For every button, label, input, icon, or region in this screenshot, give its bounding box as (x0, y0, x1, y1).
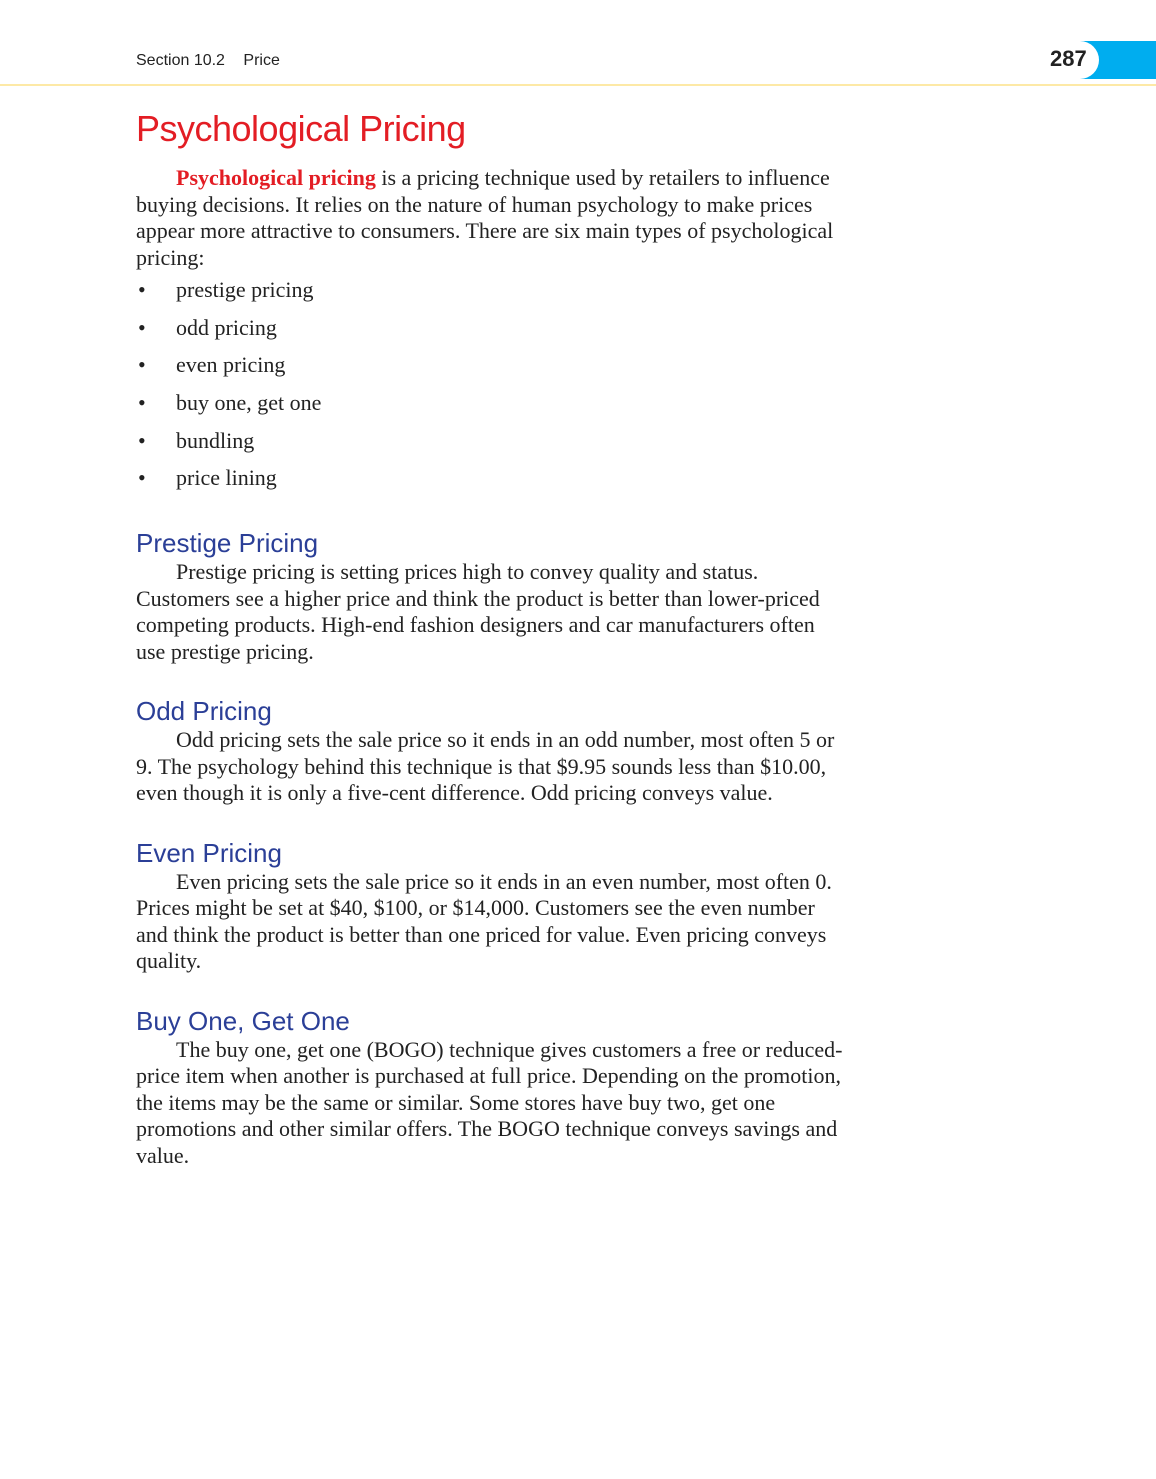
section-body: Odd pricing sets the sale price so it ends in an odd number, most often 5 or 9. The psychology behind this technique is that $9.95 sounds less than $10.00, even though it is only a five-cent difference. Odd pricing conveys value. (136, 727, 835, 806)
page-number: 287 (1050, 46, 1087, 71)
list-item: • even pricing (136, 352, 846, 390)
list-item: • price lining (136, 465, 846, 503)
header-divider (0, 84, 1156, 86)
chapter-label: Price (243, 52, 280, 69)
section-heading: Buy One, Get One (136, 1005, 350, 1036)
intro-paragraph (136, 165, 846, 271)
list-item: • buy one, get one (136, 390, 846, 428)
intro-text: is a pricing technique used by retailers to influence buying decisions. It relies on the nature of human psychology to make prices appear more attractive to consumers. There are six main types of psychological pricing: (136, 165, 834, 270)
section-label: Section 10.2 (136, 52, 225, 69)
section-body: Even pricing sets the sale price so it ends in an even number, most often 0. Prices might be set at $40, $100, or $14,000. Customers see the even number and think the product is better than one priced for value. Even pricing conveys quality. (136, 868, 832, 974)
list-item: • prestige pricing (136, 277, 846, 315)
section-heading: Even Pricing (136, 837, 282, 868)
list-item: • odd pricing (136, 315, 846, 353)
list-item: • bundling (136, 428, 846, 466)
section-body: The buy one, get one (BOGO) technique gives customers a free or reduced-price item when another is purchased at full price. Depending on the promotion, the items may be the same or similar. Some stores have buy two, get one promotions and other similar offers. The BOGO technique conveys savings and value. (136, 1036, 843, 1168)
section-heading: Prestige Pricing (136, 528, 319, 559)
pricing-types-list (136, 277, 846, 503)
section-heading: Odd Pricing (136, 696, 272, 727)
keyword: Psychological pricing (176, 165, 376, 190)
running-header (136, 52, 294, 70)
main-content (136, 165, 846, 1169)
section-body: Prestige pricing is setting prices high to convey quality and status. Customers see a higher price and think the product is better than lower-priced competing products. High-end fashion designers and car manufacturers often use prestige pricing. (136, 559, 820, 664)
page-title: Psychological Pricing (136, 108, 466, 149)
